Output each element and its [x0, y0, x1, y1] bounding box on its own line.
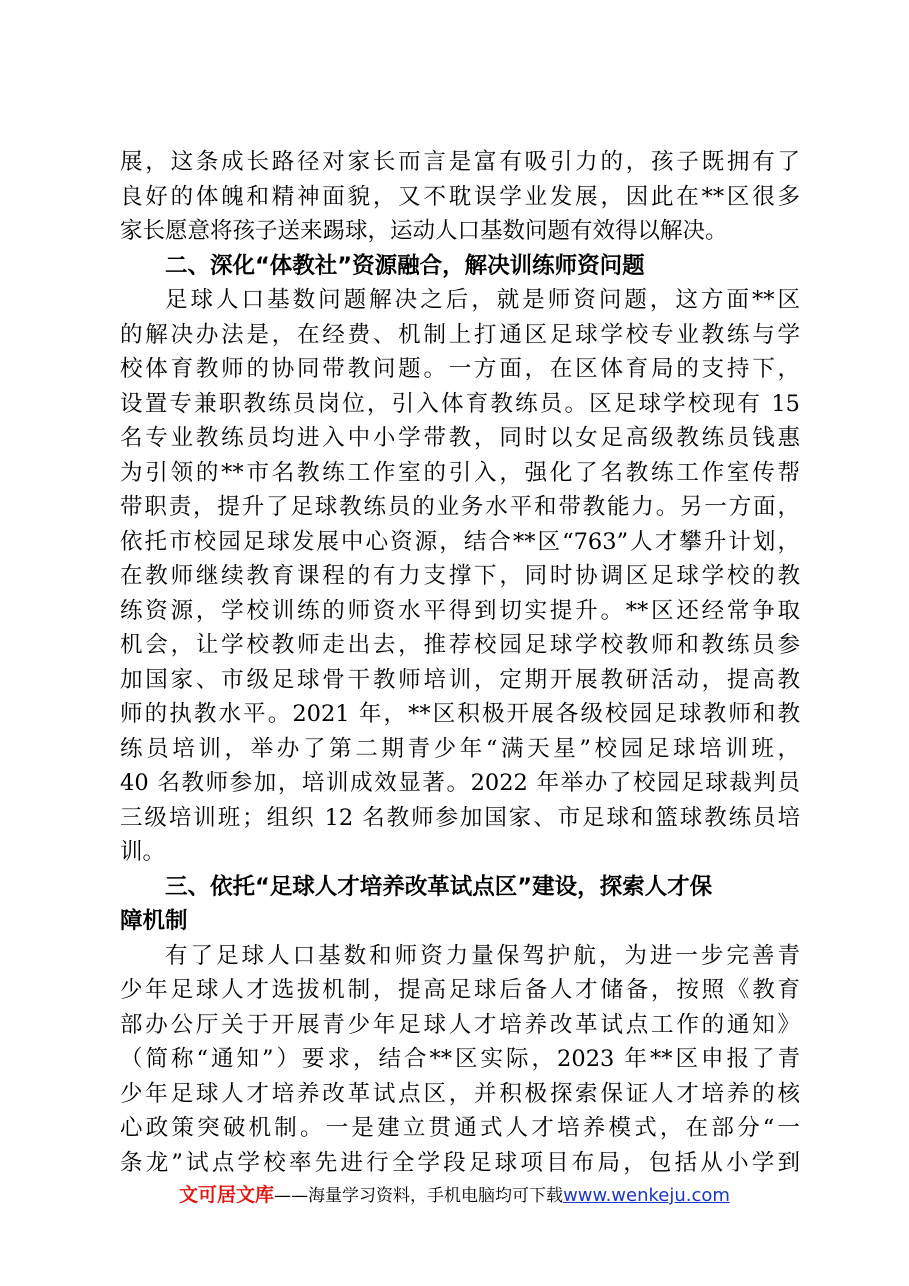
body-line: 家长愿意将孩子送来踢球，运动人口基数问题有效得以解决。 — [120, 218, 728, 244]
body-line: 设置专兼职教练员岗位，引入体育教练员。区足球学校现有 15 — [120, 390, 800, 417]
body-line: 加国家、市级足球骨干教师培训，定期开展教研活动，提高教 — [120, 666, 800, 693]
body-line: 依托市校园足球发展中心资源，结合**区“763”人才攀升计划， — [120, 528, 800, 555]
body-line: 名专业教练员均进入中小学带教，同时以女足高级教练员钱惠 — [120, 425, 800, 451]
body-line: 部办公厅关于开展青少年足球人才培养改革试点工作的通知》 — [120, 1011, 800, 1038]
footer-slogan: ——海量学习资料，手机电脑均可下载 — [274, 1186, 564, 1206]
body-line: 带职责，提升了足球教练员的业务水平和带教能力。另一方面， — [120, 494, 800, 520]
body-line: 良好的体魄和精神面貌，又不耽误学业发展，因此在**区很多 — [120, 183, 800, 210]
body-line: 练员培训，举办了第二期青少年“满天星”校园足球培训班， — [120, 735, 800, 762]
footer-site-link[interactable]: www.wenkeju.com — [563, 1185, 730, 1206]
body-line: 条龙”试点学校率先进行全学段足球项目布局，包括从小学到 — [120, 1149, 800, 1176]
body-line: 在教师继续教育课程的有力支撑下，同时协调区足球学校的教 — [120, 563, 800, 589]
body-line: 足球人口基数问题解决之后，就是师资问题，这方面**区 — [165, 287, 800, 313]
section-heading-2: 二、深化“体教社”资源融合，解决训练师资问题 — [165, 252, 645, 279]
body-line: 有了足球人口基数和师资力量保驾护航，为进一步完善青 — [165, 942, 800, 969]
body-line: 少年足球人才选拔机制，提高足球后备人才储备，按照《教育 — [120, 977, 800, 1003]
body-line: 展，这条成长路径对家长而言是富有吸引力的，孩子既拥有了 — [120, 149, 800, 175]
body-line: 练资源，学校训练的师资水平得到切实提升。**区还经常争取 — [120, 597, 800, 624]
body-line: 40 名教师参加，培训成效显著。2022 年举办了校园足球裁判员 — [120, 770, 800, 796]
body-line: 机会，让学校教师走出去，推荐校园足球学校教师和教练员参 — [120, 632, 800, 658]
body-line: 的解决办法是，在经费、机制上打通区足球学校专业教练与学 — [120, 321, 800, 348]
body-line: （简称“通知”）要求，结合**区实际，2023 年**区申报了青 — [120, 1046, 800, 1072]
body-line: 训。 — [120, 839, 166, 865]
section-heading-3-continued: 障机制 — [120, 908, 188, 934]
document-body — [120, 145, 800, 1180]
page-footer — [0, 1180, 909, 1211]
footer-brand: 文可居文库 — [179, 1184, 275, 1206]
body-line: 三级培训班；组织 12 名教师参加国家、市足球和篮球教练员培 — [120, 804, 800, 831]
section-heading-3: 三、依托“足球人才培养改革试点区”建设，探索人才保 — [165, 873, 713, 900]
body-line: 少年足球人才培养改革试点区，并积极探索保证人才培养的核 — [120, 1080, 800, 1107]
body-line: 心政策突破机制。一是建立贯通式人才培养模式，在部分“一 — [120, 1115, 800, 1141]
body-line: 校体育教师的协同带教问题。一方面，在区体育局的支持下， — [120, 356, 800, 382]
body-line: 为引领的**市名教练工作室的引入，强化了名教练工作室传帮 — [120, 459, 800, 486]
body-line: 师的执教水平。2021 年，**区积极开展各级校园足球教师和教 — [120, 701, 800, 727]
